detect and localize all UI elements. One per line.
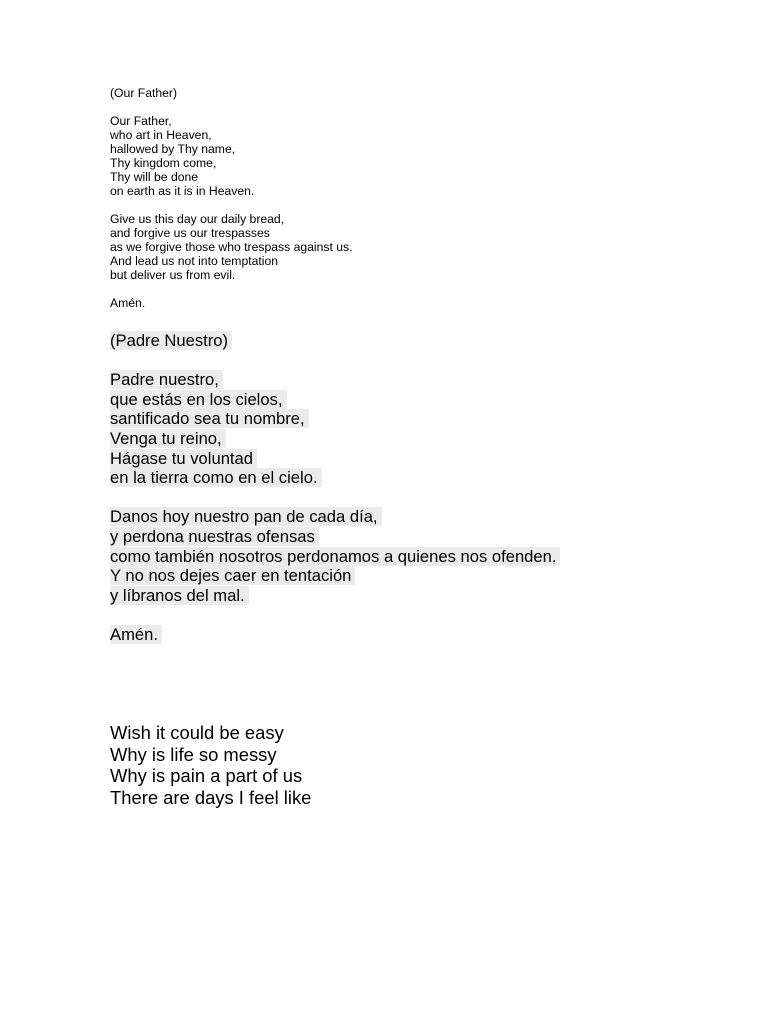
our-father-line: who art in Heaven, xyxy=(110,128,212,142)
blank-line xyxy=(110,282,353,296)
our-father-line: as we forgive those who trespass against us. xyxy=(110,240,353,254)
highlighted-text: Padre nuestro, xyxy=(110,370,223,389)
lyrics-line: There are days I feel like xyxy=(110,787,312,809)
lyrics-line: Wish it could be easy xyxy=(110,722,284,743)
our-father-section xyxy=(110,86,353,310)
highlighted-text: que estás en los cielos, xyxy=(110,390,287,409)
padre-nuestro-amen: Amén. xyxy=(110,625,162,644)
highlighted-text: Venga tu reino, xyxy=(110,429,226,448)
highlighted-text: Hágase tu voluntad xyxy=(110,449,257,468)
lyrics-line: Why is life so messy xyxy=(110,743,277,765)
our-father-line: Give us this day our daily bread, xyxy=(110,212,285,226)
padre-nuestro-line xyxy=(110,370,560,390)
padre-nuestro-line xyxy=(110,547,560,567)
padre-nuestro-line xyxy=(110,566,560,586)
our-father-title: (Our Father) xyxy=(110,86,178,100)
blank-line xyxy=(110,100,353,114)
padre-nuestro-title: (Padre Nuestro) xyxy=(110,331,232,350)
padre-nuestro-line xyxy=(110,507,560,527)
padre-nuestro-title-line xyxy=(110,331,560,351)
our-father-line: but deliver us from evil. xyxy=(110,268,236,282)
padre-nuestro-line xyxy=(110,390,560,410)
padre-nuestro-line xyxy=(110,468,560,488)
blank-line xyxy=(110,605,560,625)
our-father-line: and forgive us our trespasses xyxy=(110,226,270,240)
our-father-line: And lead us not into temptation xyxy=(110,254,279,268)
highlighted-text: Y no nos dejes caer en tentación xyxy=(110,566,355,585)
highlighted-text: Danos hoy nuestro pan de cada día, xyxy=(110,507,382,526)
highlighted-text: y líbranos del mal. xyxy=(110,586,249,605)
padre-nuestro-line xyxy=(110,449,560,469)
padre-nuestro-line xyxy=(110,527,560,547)
blank-line xyxy=(110,351,560,371)
padre-nuestro-line xyxy=(110,429,560,449)
padre-nuestro-section xyxy=(110,331,560,645)
lyrics-section xyxy=(110,722,311,809)
our-father-line: Thy kingdom come, xyxy=(110,156,217,170)
our-father-line: on earth as it is in Heaven. xyxy=(110,184,255,198)
highlighted-text: y perdona nuestras ofensas xyxy=(110,527,319,546)
highlighted-text: en la tierra como en el cielo. xyxy=(110,468,322,487)
blank-line xyxy=(110,198,353,212)
our-father-line: Thy will be done xyxy=(110,170,199,184)
our-father-amen: Amén. xyxy=(110,296,146,310)
highlighted-text: como también nosotros perdonamos a quienes nos ofenden. xyxy=(110,547,560,566)
our-father-line: hallowed by Thy name, xyxy=(110,142,236,156)
blank-line xyxy=(110,488,560,508)
lyrics-line: Why is pain a part of us xyxy=(110,765,303,787)
highlighted-text: santificado sea tu nombre, xyxy=(110,409,309,428)
padre-nuestro-line xyxy=(110,409,560,429)
our-father-line: Our Father, xyxy=(110,114,172,128)
padre-nuestro-amen-line xyxy=(110,625,560,645)
padre-nuestro-line xyxy=(110,586,560,606)
